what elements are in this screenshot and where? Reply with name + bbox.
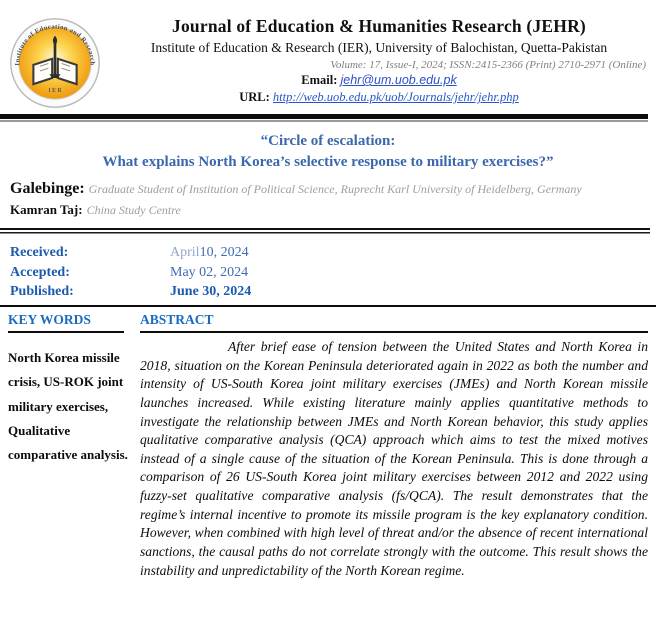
author-row	[10, 199, 646, 221]
email-line	[110, 73, 648, 88]
email-label: Email:	[301, 73, 338, 87]
journal-title: Journal of Education & Humanities Research (JEHR)	[172, 16, 586, 36]
author-name: Kamran Taj:	[10, 202, 83, 218]
header-divider	[0, 114, 648, 122]
keywords-text: North Korea missile crisis, US-ROK joint military exercises, Qualitative comparative analysis.	[8, 350, 128, 462]
author-name: Galebinge:	[10, 179, 85, 197]
torch-icon	[54, 43, 57, 75]
authors-divider	[0, 228, 650, 235]
logo-acronym: I E R	[48, 88, 62, 95]
keywords-column	[0, 312, 134, 580]
journal-header	[0, 0, 656, 108]
institute-line: Institute of Education & Research (IER), University of Balochistan, Quetta-Pakistan	[150, 40, 608, 55]
author-affiliation: China Study Centre	[86, 203, 181, 218]
url-line	[110, 90, 648, 105]
keywords-abstract-section	[0, 312, 656, 580]
accepted-value: May 02, 2024	[170, 264, 249, 280]
authors-block	[10, 178, 646, 221]
received-value: April10, 2024	[170, 245, 249, 261]
dates-block	[10, 245, 656, 300]
ier-logo	[8, 16, 102, 110]
published-value: June 30, 2024	[170, 284, 252, 300]
journal-url-link[interactable]: http://web.uob.edu.pk/uob/Journals/jehr/jehr.php	[272, 90, 519, 104]
received-label: Received:	[10, 245, 69, 261]
published-label: Published:	[10, 284, 74, 300]
ier-seal-icon	[8, 16, 102, 110]
author-row	[10, 178, 646, 200]
keywords-heading: KEY WORDS	[8, 312, 124, 333]
article-title	[0, 131, 656, 173]
abstract-heading: ABSTRACT	[140, 312, 648, 333]
author-affiliation: Graduate Student of Institution of Political Science, Ruprecht Karl University of Heidelberg, Germany	[88, 181, 582, 196]
abstract-text: After brief ease of tension between the United States and North Korea in 2018, situation on the Korean Peninsula deteriorated again in 2022 as both the number and intensity of US-South Korea joint military exercises (JMEs) and North Korean missile launches increased. While existing literature mainly applies quantitative methods to investigate the relationship between JMEs and North Korean behavior, this study applies qualitative comparative analysis (QCA) approach which aims to test the mixed motives instead of a single cause of the situation of the Korean Peninsula. This is done through a comparison of 26 US-South Korea joint military exercises between 2012 and 2022 using fuzzy-set qualitative comparative analysis (fs/QCA). The result demonstrates that the regime’s internal incentive to promote its missile program is the key explanatory condition. However, when combined with high level of threat and/or the absence of recent international sanctions, the causal paths do not correlate strongly with the outcome. This result shows the instability and unpredictability of the North Korean regime.	[140, 339, 648, 578]
published-row	[10, 284, 656, 300]
accepted-label: Accepted:	[10, 264, 70, 280]
abstract-column	[140, 312, 656, 580]
dates-divider	[0, 305, 656, 307]
volume-issn-line: Volume: 17, Issue-I, 2024; ISSN:2415-2366 (Print) 2710-2971 (Online)	[330, 59, 646, 71]
article-title-line1: “Circle of escalation:	[260, 132, 396, 149]
article-title-line2: What explains North Korea’s selective response to military exercises?”	[102, 153, 554, 170]
logo-arc-text: Institute of Education and Research	[14, 23, 96, 66]
accepted-row	[10, 265, 656, 281]
email-link[interactable]: jehr@um.uob.edu.pk	[340, 73, 457, 87]
received-row	[10, 245, 656, 261]
url-label: URL:	[239, 90, 270, 104]
